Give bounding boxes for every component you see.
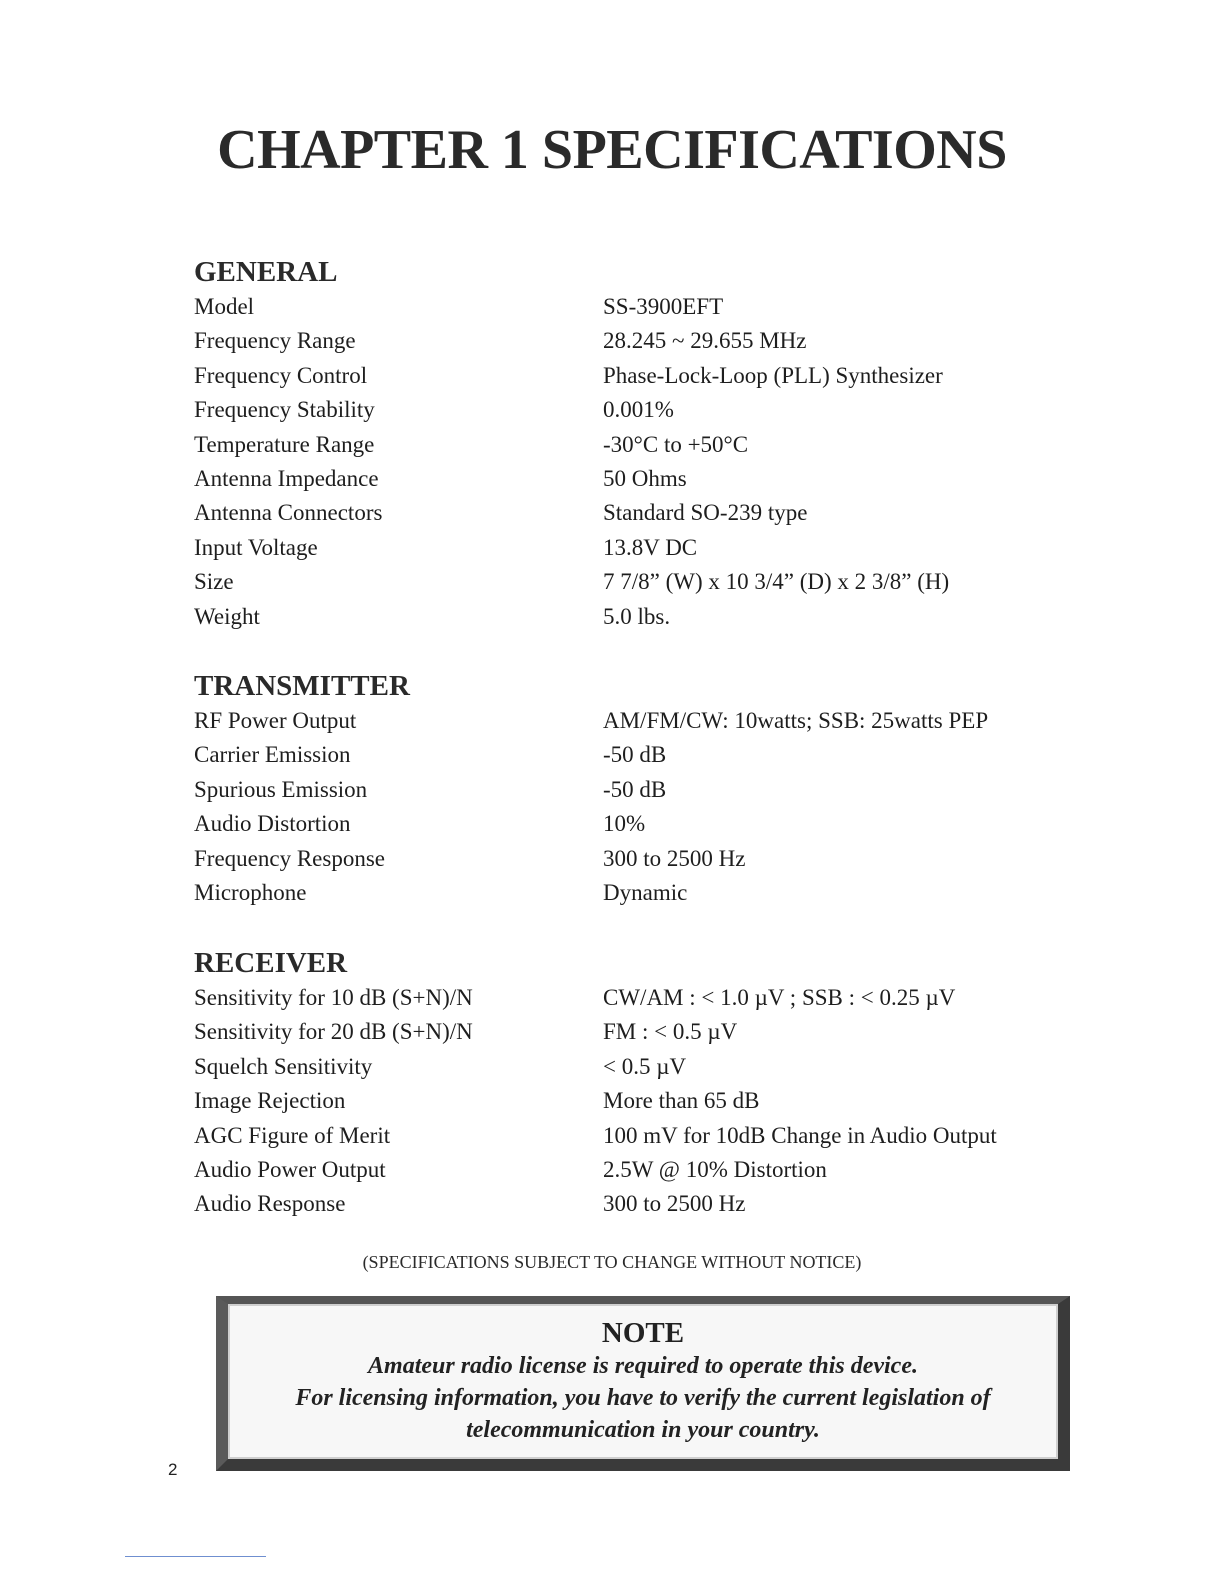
spec-label: Antenna Connectors [194,500,383,526]
spec-label: Frequency Range [194,328,356,354]
spec-value: < 0.5 µV [603,1053,687,1079]
spec-value: -50 dB [603,776,667,802]
spec-row [194,393,1074,427]
note-line: Amateur radio license is required to operate this device. [368,1353,918,1379]
spec-value: 7 7/8” (W) x 10 3/4” (D) x 2 3/8” (H) [603,569,950,595]
spec-row [194,1050,1074,1084]
spec-value: 5.0 lbs. [603,603,671,629]
spec-label: Audio Response [194,1191,346,1217]
spec-value: 13.8V DC [603,534,698,560]
page-title: CHAPTER 1 SPECIFICATIONS [217,119,1007,181]
spec-row [194,324,1074,358]
spec-value: Standard SO-239 type [603,500,808,526]
spec-label: RF Power Output [194,708,357,733]
spec-row [194,738,1074,772]
spec-row [194,842,1074,876]
spec-row [194,428,1074,462]
spec-label: Image Rejection [194,1088,346,1114]
spec-row [194,807,1074,841]
change-notice: (SPECIFICATIONS SUBJECT TO CHANGE WITHOUT NOTICE) [362,1252,862,1272]
spec-label: Size [194,569,234,595]
spec-row [194,1119,1074,1153]
spec-value: 2.5W @ 10% Distortion [603,1156,827,1182]
note-line: For licensing information, you have to verify the current legislation of [295,1385,991,1411]
spec-value: 300 to 2500 Hz [603,845,746,871]
spec-value: 100 mV for 10dB Change in Audio Output [603,1122,997,1148]
spec-value: -30°C to +50°C [603,431,749,457]
spec-value: -50 dB [603,742,667,768]
spec-label: Microphone [194,879,307,905]
spec-row [194,600,1074,634]
spec-label: Sensitivity for 20 dB (S+N)/N [194,1019,473,1045]
spec-row [194,1187,1074,1221]
spec-label: Audio Distortion [194,811,351,837]
spec-label: Carrier Emission [194,742,351,768]
spec-row [194,1015,1074,1049]
spec-label: Weight [194,603,260,629]
spec-label: Frequency Response [194,845,385,871]
note-box [216,1296,1070,1471]
spec-value: 300 to 2500 Hz [603,1191,746,1217]
spec-row [194,462,1074,496]
spec-label: Input Voltage [194,534,318,560]
spec-label: Frequency Control [194,362,368,388]
spec-label: Sensitivity for 10 dB (S+N)/N [194,985,473,1010]
general-section [194,254,1074,634]
spec-label: Frequency Stability [194,397,375,423]
spec-value: 0.001% [603,397,674,423]
transmitter-section [194,668,1074,910]
spec-row [194,359,1074,393]
spec-value: 28.245 ~ 29.655 MHz [603,328,807,354]
spec-label: Model [194,294,255,319]
spec-row [194,1084,1074,1118]
note-title: NOTE [601,1317,685,1349]
spec-label: Squelch Sensitivity [194,1053,373,1079]
spec-label: Spurious Emission [194,776,368,802]
spec-row [194,773,1074,807]
section-heading-transmitter: TRANSMITTER [194,670,410,702]
spec-row [194,565,1074,599]
spec-row [194,1153,1074,1187]
section-heading-receiver: RECEIVER [194,947,348,979]
spec-label: Audio Power Output [194,1156,386,1182]
spec-value: FM : < 0.5 µV [603,1019,738,1045]
spec-value: More than 65 dB [603,1088,760,1114]
spec-row [194,531,1074,565]
spec-label: Antenna Impedance [194,465,379,491]
receiver-section [194,945,1074,1222]
spec-row [194,290,1074,324]
spec-row [194,981,1074,1015]
spec-row [194,704,1074,738]
spec-label: Temperature Range [194,431,375,457]
spec-row [194,876,1074,910]
spec-row [194,496,1074,530]
spec-value: 10% [603,811,646,837]
section-heading-general: GENERAL [194,256,338,288]
spec-value: Phase-Lock-Loop (PLL) Synthesizer [603,362,943,388]
footer-rule [125,1556,266,1557]
spec-value: 50 Ohms [603,465,687,491]
spec-label: AGC Figure of Merit [194,1122,391,1148]
note-line: telecommunication in your country. [466,1417,820,1443]
page-number: 2 [168,1460,178,1479]
spec-value: AM/FM/CW: 10watts; SSB: 25watts PEP [603,708,989,733]
spec-value: CW/AM : < 1.0 µV ; SSB : < 0.25 µV [603,985,956,1010]
spec-value: SS-3900EFT [603,294,724,319]
spec-value: Dynamic [603,879,688,905]
